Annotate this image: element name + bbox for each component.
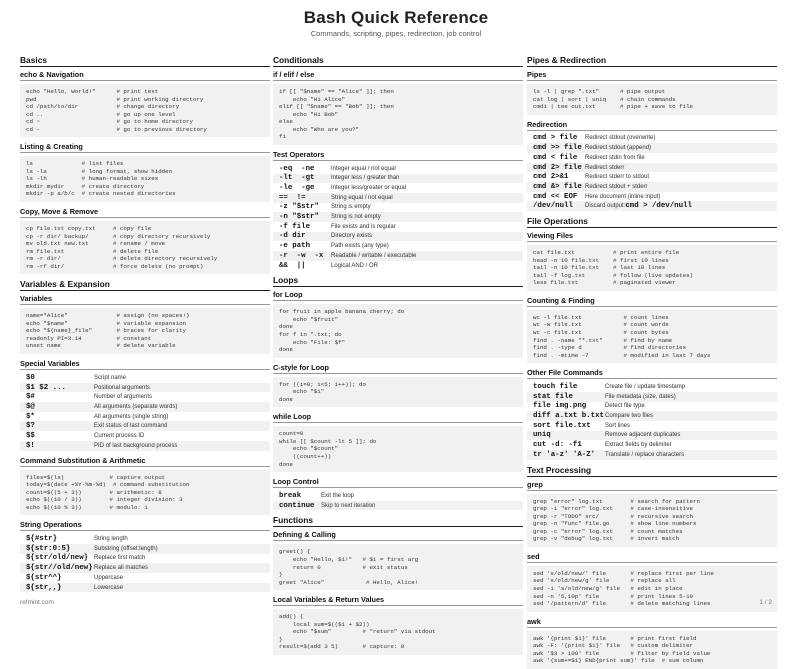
table-row bbox=[20, 431, 270, 441]
code-line: echo "Hello, $1!" # $1 = first arg bbox=[279, 555, 419, 563]
code-line: grep -n "func" file.go # show line numbers bbox=[533, 520, 697, 528]
code-block bbox=[527, 494, 777, 547]
code-line: for ((i=0; i<5; i++)); do bbox=[279, 380, 366, 388]
table-row bbox=[527, 201, 777, 211]
code-line: ls # list files bbox=[26, 160, 124, 168]
code-line: sed -i 's/old/new/g' file # edit in place bbox=[533, 585, 683, 593]
code-line: awk -F: '{print $1}' file # custom delimiter bbox=[533, 642, 694, 650]
subsection-heading: Listing & Creating bbox=[20, 142, 270, 153]
reference-table bbox=[20, 534, 270, 592]
table-row bbox=[20, 392, 270, 402]
table-key: file img.png bbox=[533, 402, 587, 411]
subsection-heading: if / elif / else bbox=[273, 70, 523, 81]
code-block bbox=[527, 84, 777, 115]
table-row bbox=[20, 544, 270, 554]
table-key: -le -ge bbox=[279, 184, 315, 193]
table-key: cut -d: -f1 bbox=[533, 441, 582, 450]
table-key: -e path bbox=[279, 242, 311, 251]
code-line: echo "File: $f" bbox=[279, 338, 346, 346]
table-key: -eq -ne bbox=[279, 164, 315, 173]
code-line: done bbox=[279, 460, 293, 468]
code-line: echo "${name}_file" # braces for clarity bbox=[26, 327, 187, 335]
table-row bbox=[527, 392, 777, 402]
table-row bbox=[527, 402, 777, 412]
table-description: Detect file type bbox=[605, 403, 645, 410]
code-line: unset name # delete variable bbox=[26, 342, 176, 350]
table-description: Redirect stdout + stderr bbox=[585, 183, 648, 190]
table-description: Positional arguments bbox=[94, 384, 151, 391]
table-description: Compare two files bbox=[605, 413, 654, 420]
code-line: cd .. # go up one level bbox=[26, 110, 176, 118]
table-key: diff a.txt b.txt bbox=[533, 412, 604, 421]
code-line: elif [[ "$name" == "Bob" ]]; then bbox=[279, 103, 394, 111]
code-block bbox=[20, 308, 270, 354]
table-row bbox=[527, 143, 777, 153]
section-heading: Text Processing bbox=[527, 465, 777, 477]
table-description: Script name bbox=[94, 374, 127, 381]
table-key: ${str//old/new} bbox=[26, 564, 93, 573]
subsection-heading: Command Substitution & Arithmetic bbox=[20, 456, 270, 467]
code-line: cd /path/to/dir # change directory bbox=[26, 103, 180, 111]
section-heading: Functions bbox=[273, 515, 523, 527]
table-description: Substring (offset:length) bbox=[94, 545, 158, 552]
table-description: Redirect stderr to stdout bbox=[585, 174, 650, 181]
code-line: while [[ $count -lt 5 ]]; do bbox=[279, 437, 377, 445]
table-description: Create file / update timestamp bbox=[605, 384, 686, 390]
table-description: Current process ID bbox=[94, 433, 145, 439]
code-line: mkdir mydir # create directory bbox=[26, 182, 145, 190]
subsection-heading: Copy, Move & Remove bbox=[20, 207, 270, 218]
table-key: cmd 2> file bbox=[533, 163, 582, 172]
code-line: files=$(ls) # capture output bbox=[26, 473, 166, 481]
code-line: echo "$fruit" bbox=[279, 315, 339, 323]
table-row bbox=[273, 241, 523, 251]
code-line: tail -n 10 file.txt # last 10 lines bbox=[533, 264, 666, 272]
code-block bbox=[20, 221, 270, 274]
code-line: today=$(date +%Y-%m-%d) # command substitution bbox=[26, 481, 190, 489]
table-description: Integer less/greater or equal bbox=[331, 185, 407, 192]
code-line: find . -type d # find directories bbox=[533, 344, 687, 352]
table-description: Replace first match bbox=[94, 555, 146, 562]
code-block bbox=[273, 426, 523, 472]
table-row bbox=[273, 251, 523, 261]
table-description: Number of arguments bbox=[94, 394, 153, 401]
code-line: find . -mtime -7 # modified in last 7 days bbox=[533, 351, 711, 359]
table-key: cmd 2>&1 bbox=[533, 173, 569, 182]
code-line: ls -la # long format, show hidden bbox=[26, 167, 173, 175]
code-line: echo $((10 / 3)) # integer division: 3 bbox=[26, 496, 183, 504]
table-row bbox=[527, 153, 777, 163]
table-key: $$ bbox=[26, 432, 35, 440]
code-block bbox=[273, 609, 523, 655]
subsection-heading: sed bbox=[527, 552, 777, 563]
subsection-heading: Special Variables bbox=[20, 359, 270, 370]
code-line: } bbox=[279, 635, 283, 643]
code-line: ls -l | grep ".txt" # pipe output bbox=[533, 88, 666, 95]
table-key: $1 $2 ... bbox=[26, 383, 66, 392]
table-description: Skip to next iteration bbox=[321, 502, 376, 509]
table-key: -n "$str" bbox=[279, 213, 319, 222]
table-description: Exit the loop bbox=[321, 492, 355, 499]
table-description: Exit status of last command bbox=[94, 423, 168, 430]
table-description: Here document (inline input) bbox=[585, 193, 661, 200]
subsection-heading: Variables bbox=[20, 294, 270, 305]
footer-site: refmint.com bbox=[20, 599, 54, 606]
subsection-heading: Loop Control bbox=[273, 477, 523, 488]
table-key: $0 bbox=[26, 373, 35, 382]
code-line: count=$((5 + 3)) # arithmetic: 8 bbox=[26, 488, 162, 496]
code-line: rm -rf dir/ # force delete (no prompt) bbox=[26, 262, 204, 270]
table-description: String is empty bbox=[331, 204, 371, 211]
table-row bbox=[273, 501, 523, 511]
table-row bbox=[20, 554, 270, 564]
code-line: echo "Who are you?" bbox=[279, 125, 360, 133]
table-description: String equal / not equal bbox=[331, 194, 393, 201]
subsection-heading: awk bbox=[527, 617, 777, 628]
table-description: File exists and is regular bbox=[331, 223, 396, 230]
table-row bbox=[20, 583, 270, 593]
code-block bbox=[527, 310, 777, 363]
table-key: -z "$str" bbox=[279, 203, 319, 212]
table-description: Translate / replace characters bbox=[605, 451, 685, 458]
subsection-heading: echo & Navigation bbox=[20, 70, 270, 81]
page-title: Bash Quick Reference bbox=[303, 8, 489, 27]
table-key: -r -w -x bbox=[279, 251, 324, 260]
table-row bbox=[20, 421, 270, 431]
code-line: cp file.txt copy.txt # copy file bbox=[26, 225, 152, 233]
table-row bbox=[273, 164, 523, 174]
table-row bbox=[20, 402, 270, 412]
table-row bbox=[527, 163, 777, 173]
code-line: cd - # go to previous directory bbox=[26, 125, 207, 133]
table-description: String length bbox=[94, 536, 128, 543]
table-key: == != bbox=[279, 193, 306, 202]
code-line: awk '{sum+=$1} END{print sum}' file # sum column bbox=[533, 657, 704, 665]
code-line: grep -r "TODO" src/ # recursive search bbox=[533, 512, 694, 520]
section-heading: File Operations bbox=[527, 216, 777, 228]
table-key: cmd < file bbox=[533, 153, 578, 162]
table-inline-code: cmd > /dev/null bbox=[625, 202, 692, 211]
subsection-heading: while Loop bbox=[273, 412, 523, 423]
table-row bbox=[527, 192, 777, 202]
table-description: All arguments (single string) bbox=[94, 413, 169, 420]
section-heading: Pipes & Redirection bbox=[527, 55, 777, 67]
code-line: echo $((10 % 3)) # modulo: 1 bbox=[26, 503, 148, 511]
table-description: Lowercase bbox=[94, 584, 124, 591]
code-block bbox=[273, 84, 523, 145]
table-key: cmd >> file bbox=[533, 144, 582, 153]
reference-table bbox=[527, 382, 777, 460]
table-key: -d dir bbox=[279, 232, 306, 241]
subsection-heading: String Operations bbox=[20, 520, 270, 531]
table-key: && || bbox=[279, 261, 306, 270]
code-line: echo "$count" bbox=[279, 445, 339, 453]
code-line: pwd # print working directory bbox=[26, 95, 204, 103]
table-key: cmd &> file bbox=[533, 182, 582, 191]
table-row bbox=[20, 563, 270, 573]
code-line: readonly PI=3.14 # constant bbox=[26, 334, 152, 342]
table-description: Extract fields by delimiter bbox=[605, 442, 672, 449]
code-line: sed -n '5,10p' file # print lines 5-10 bbox=[533, 592, 694, 600]
table-key: /dev/null bbox=[533, 202, 573, 211]
table-description: Uppercase bbox=[94, 574, 124, 581]
section bbox=[527, 465, 777, 669]
table-row bbox=[273, 193, 523, 203]
table-description: Redirect stdout (append) bbox=[585, 145, 652, 152]
subsection-heading: Viewing Files bbox=[527, 231, 777, 242]
table-description: Integer equal / not equal bbox=[331, 165, 396, 172]
table-description: Remove adjacent duplicates bbox=[605, 432, 681, 439]
section bbox=[273, 515, 523, 654]
table-key: -f file bbox=[279, 222, 311, 231]
table-row bbox=[20, 441, 270, 451]
code-line: wc -w file.txt # count words bbox=[533, 321, 669, 329]
subsection-heading: Pipes bbox=[527, 70, 777, 81]
code-line: ls -lh # human-readable sizes bbox=[26, 175, 159, 183]
section bbox=[20, 279, 270, 592]
table-row bbox=[527, 450, 777, 460]
table-description: Redirect stdout (overwrite) bbox=[585, 135, 656, 142]
code-line: grep "error" log.txt # search for pattern bbox=[533, 497, 700, 505]
code-line: mv old.txt new.txt # rename / move bbox=[26, 240, 166, 248]
table-key: ${str/old/new} bbox=[26, 554, 89, 563]
table-row bbox=[273, 212, 523, 222]
subsection-heading: Counting & Finding bbox=[527, 296, 777, 307]
table-key: stat file bbox=[533, 392, 573, 401]
table-description: Replace all matches bbox=[94, 565, 149, 572]
code-block bbox=[273, 377, 523, 408]
subsection-heading: Test Operators bbox=[273, 150, 523, 161]
table-row bbox=[527, 182, 777, 192]
table-row bbox=[273, 183, 523, 193]
table-key: $! bbox=[26, 441, 35, 450]
section-heading: Variables & Expansion bbox=[20, 279, 270, 291]
table-row bbox=[273, 261, 523, 271]
reference-table bbox=[20, 373, 270, 451]
code-line: ((count++)) bbox=[279, 452, 332, 460]
code-line: greet "Alice" # Hello, Alice! bbox=[279, 578, 419, 586]
table-row bbox=[20, 383, 270, 393]
code-line: wc -l file.txt # count lines bbox=[533, 313, 669, 321]
table-key: ${str:0:5} bbox=[26, 544, 71, 553]
code-line: cp -r dir/ backup/ # copy directory recursively bbox=[26, 232, 211, 240]
code-line: echo "Hello, World!" # print text bbox=[26, 88, 159, 95]
code-line: add() { bbox=[279, 613, 304, 621]
table-description: Discard output: bbox=[585, 203, 626, 210]
section bbox=[20, 55, 270, 274]
page-subtitle: Commands, scripting, pipes, redirection, job control bbox=[310, 29, 482, 38]
code-block bbox=[273, 544, 523, 590]
code-line: count=0 bbox=[279, 430, 304, 438]
table-row bbox=[527, 382, 777, 392]
footer-page-number: 1 / 2 bbox=[759, 599, 772, 606]
code-line: rm -r dir/ # delete directory recursively bbox=[26, 255, 218, 263]
table-row bbox=[273, 491, 523, 501]
table-row bbox=[527, 134, 777, 144]
subsection-heading: Redirection bbox=[527, 120, 777, 131]
table-row bbox=[527, 421, 777, 431]
table-key: tr 'a-z' 'A-Z' bbox=[533, 450, 596, 459]
code-line: echo "$i" bbox=[279, 388, 325, 396]
table-row bbox=[527, 431, 777, 441]
code-line: grep -i "error" log.txt # case-insensitive bbox=[533, 505, 694, 513]
table-row bbox=[20, 534, 270, 544]
code-line: return 0 # exit status bbox=[279, 563, 408, 571]
code-block bbox=[527, 631, 777, 669]
code-line: if [[ "$name" == "Alice" ]]; then bbox=[279, 88, 394, 95]
code-line: find . -name "*.txt" # find by name bbox=[533, 336, 673, 344]
code-block bbox=[20, 156, 270, 202]
table-row bbox=[273, 174, 523, 184]
code-line: wc -c file.txt # count bytes bbox=[533, 328, 669, 336]
reference-table bbox=[273, 491, 523, 510]
table-description: Path exists (any type) bbox=[331, 243, 389, 250]
code-block bbox=[527, 245, 777, 291]
code-line: cat file.txt # print entire file bbox=[533, 249, 680, 257]
subsection-heading: Defining & Calling bbox=[273, 530, 523, 541]
code-block bbox=[273, 304, 523, 357]
table-description: All arguments (separate words) bbox=[94, 403, 178, 410]
code-line: else bbox=[279, 118, 293, 126]
code-block bbox=[20, 470, 270, 516]
code-line: mkdir -p a/b/c # create nested directories bbox=[26, 190, 176, 198]
code-line: rm file.txt # delete file bbox=[26, 247, 159, 255]
table-row bbox=[20, 373, 270, 383]
table-row bbox=[527, 440, 777, 450]
reference-table bbox=[273, 164, 523, 271]
code-line: echo "$sum" # "return" via stdout bbox=[279, 628, 436, 636]
table-description: Directory exists bbox=[331, 233, 373, 240]
code-line: echo "Hi Alice" bbox=[279, 95, 346, 103]
section bbox=[527, 55, 777, 211]
table-description: Logical AND / OR bbox=[331, 262, 379, 269]
subsection-heading: for Loop bbox=[273, 290, 523, 301]
reference-table bbox=[527, 134, 777, 212]
table-description: Redirect stdin from file bbox=[585, 154, 645, 161]
code-line: cmd1 | tee out.txt # pipe + save to file bbox=[533, 103, 694, 111]
table-row bbox=[20, 412, 270, 422]
code-line: cat log | sort | uniq # chain commands bbox=[533, 95, 676, 103]
page-header bbox=[0, 8, 792, 38]
code-line: cd ~ # go to home directory bbox=[26, 118, 193, 126]
code-line: fi bbox=[279, 133, 286, 141]
table-key: $@ bbox=[26, 402, 35, 411]
table-key: uniq bbox=[533, 431, 551, 440]
section bbox=[527, 216, 777, 460]
table-key: ${str^^} bbox=[26, 573, 62, 582]
code-line: grep -v "debug" log.txt # invert match bbox=[533, 535, 680, 543]
code-line: sed 's/old/new/' file # replace first per line bbox=[533, 569, 714, 577]
table-key: ${#str} bbox=[26, 535, 58, 544]
subsection-heading: Local Variables & Return Values bbox=[273, 595, 523, 606]
table-key: $# bbox=[26, 393, 35, 402]
column-1 bbox=[20, 55, 270, 590]
section-heading: Loops bbox=[273, 275, 523, 287]
code-line: less file.txt # paginated viewer bbox=[533, 279, 676, 287]
table-key: break bbox=[279, 491, 302, 500]
code-line: head -n 10 file.txt # first 10 lines bbox=[533, 256, 669, 264]
table-description: Integer less / greater than bbox=[331, 175, 400, 182]
code-line: for f in *.txt; do bbox=[279, 331, 342, 339]
subsection-heading: grep bbox=[527, 480, 777, 491]
section bbox=[273, 55, 523, 270]
code-line: done bbox=[279, 323, 293, 331]
code-line: greet() { bbox=[279, 548, 311, 556]
column-2 bbox=[273, 55, 523, 651]
table-key: cmd > file bbox=[533, 134, 578, 143]
code-line: echo "Hi Bob" bbox=[279, 110, 339, 118]
table-description: Redirect stderr bbox=[585, 164, 625, 171]
code-line: done bbox=[279, 346, 293, 354]
table-row bbox=[20, 573, 270, 583]
table-key: $* bbox=[26, 412, 35, 421]
section-heading: Basics bbox=[20, 55, 270, 67]
table-row bbox=[273, 222, 523, 232]
table-description: Sort lines bbox=[605, 422, 631, 429]
table-key: -lt -gt bbox=[279, 174, 315, 183]
section bbox=[273, 275, 523, 510]
code-line: for fruit in apple banana cherry; do bbox=[279, 308, 405, 316]
table-row bbox=[273, 203, 523, 213]
section-heading: Conditionals bbox=[273, 55, 523, 67]
table-description: Readable / writable / executable bbox=[331, 252, 417, 259]
code-line: awk '$3 > 100' file # filter by field value bbox=[533, 649, 711, 657]
code-line: result=$(add 3 5) # capture: 8 bbox=[279, 643, 405, 651]
table-description: String is not empty bbox=[331, 214, 381, 221]
code-block bbox=[20, 84, 270, 137]
table-description: PID of last background process bbox=[94, 442, 178, 449]
table-key: sort file.txt bbox=[533, 421, 591, 430]
table-description: File metadata (size, dates) bbox=[605, 393, 676, 400]
table-row bbox=[527, 172, 777, 182]
code-line: echo "$name" # variable expansion bbox=[26, 319, 187, 327]
table-row bbox=[273, 232, 523, 242]
subsection-heading: C-style for Loop bbox=[273, 363, 523, 374]
code-line: awk '{print $1}' file # print first field bbox=[533, 634, 697, 642]
code-line: local sum=$(($1 + $2)) bbox=[279, 620, 370, 628]
subsection-heading: Other File Commands bbox=[527, 368, 777, 379]
table-key: ${str,,} bbox=[26, 583, 62, 592]
code-line: grep -c "error" log.txt # count matches bbox=[533, 527, 683, 535]
code-line: sed '/pattern/d' file # delete matching lines bbox=[533, 600, 711, 608]
table-key: cmd << EOF bbox=[533, 192, 578, 201]
table-key: continue bbox=[279, 501, 315, 510]
code-block bbox=[527, 566, 777, 612]
code-line: sed 's/old/new/g' file # replace all bbox=[533, 577, 676, 585]
code-line: name="Alice" # assign (no spaces!) bbox=[26, 312, 190, 320]
table-row bbox=[527, 411, 777, 421]
code-line: tail -f log.txt # follow (live updates) bbox=[533, 271, 694, 279]
table-key: touch file bbox=[533, 383, 578, 391]
code-line: } bbox=[279, 571, 283, 579]
table-key: $? bbox=[26, 422, 35, 431]
code-line: done bbox=[279, 395, 293, 403]
